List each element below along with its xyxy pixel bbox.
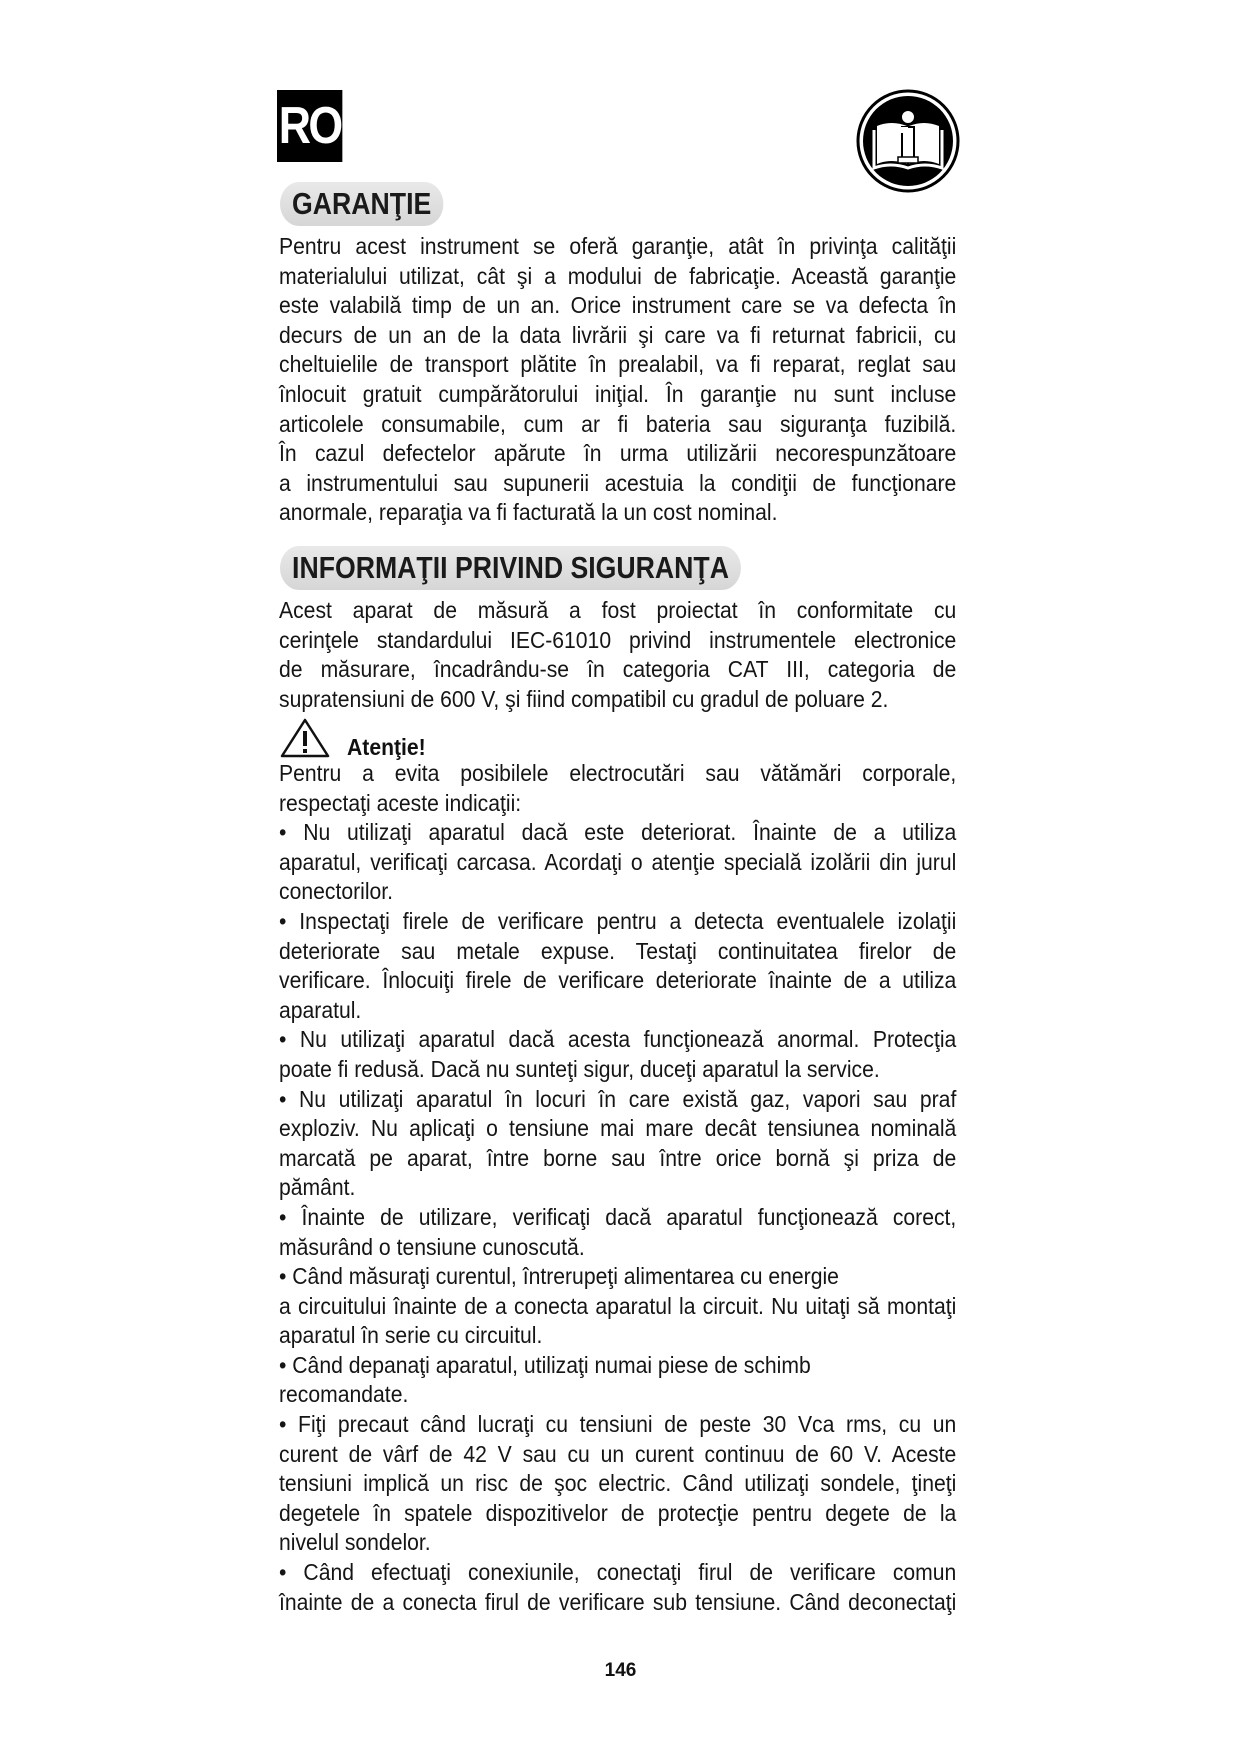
- text-line: recomandate.: [279, 1381, 409, 1408]
- text-line: tensiuni implică un risc de şoc electric. Când utilizaţi sondele, ţineţi: [279, 1470, 957, 1497]
- text-line: decurs de un an de la data livrării şi care va fi returnat fabricii, cu: [279, 321, 957, 348]
- list-item: • Când depanaţi aparatul, utilizaţi numai piese de schimb: [279, 1351, 811, 1378]
- warranty-title: GARANŢIE: [280, 182, 443, 226]
- text-line: Pentru acest instrument se oferă garanţie, atât în privinţa calităţii: [279, 233, 957, 259]
- list-item: • Când măsuraţi curentul, întrerupeţi alimentarea cu energie: [279, 1263, 839, 1290]
- language-badge: RO: [277, 90, 342, 162]
- text-line: articolele consumabile, cum ar fi bateria sau siguranţa fuzibilă.: [279, 410, 957, 437]
- list-item: • Înainte de utilizare, verificaţi dacă aparatul funcţionează corect,: [279, 1203, 957, 1230]
- text-line: degetele în spatele dispozitivelor de protecţie pentru degete de la: [279, 1499, 957, 1526]
- text-line: aparatul în serie cu circuitul.: [279, 1322, 543, 1349]
- text-line: poate fi redusă. Dacă nu sunteţi sigur, duceţi aparatul la service.: [279, 1055, 880, 1082]
- safety-title: INFORMAŢII PRIVIND SIGURANŢA: [280, 546, 741, 590]
- text-line: materialului utilizat, cât şi a modului de fabricaţie. Această garanţie: [279, 262, 957, 289]
- text-line: exploziv. Nu aplicaţi o tensiune mai mare decât tensiunea nominală: [279, 1115, 957, 1142]
- text-line: verificare. Înlocuiţi firele de verificare deteriorate înainte de a utiliza: [279, 967, 957, 994]
- list-item: • Nu utilizaţi aparatul dacă este deteriorat. Înainte de a utiliza: [279, 819, 957, 846]
- text-line: marcată pe aparat, între borne sau între orice bornă şi priza de: [279, 1144, 957, 1171]
- text-line: cheltuielile de transport plătite în prealabil, va fi reparat, reglat sau: [279, 351, 957, 378]
- text-line: cerinţele standardului IEC-61010 privind instrumentele electronice: [279, 626, 957, 653]
- text-line: deteriorate sau metale expuse. Testaţi continuitatea firelor de: [279, 937, 957, 964]
- warranty-text: [279, 232, 957, 528]
- text-line: pământ.: [279, 1174, 356, 1201]
- text-line: nivelul sondelor.: [279, 1529, 431, 1556]
- warning-triangle-icon: [279, 717, 331, 759]
- text-line: respectaţi aceste indicaţii:: [279, 789, 522, 816]
- text-line: a instrumentului sau supunerii acestuia la condiţii de funcţionare: [279, 469, 957, 496]
- text-line: În cazul defectelor apărute în urma utilizării necorespunzătoare: [279, 440, 957, 467]
- read-manual-icon: [855, 88, 961, 194]
- list-item: • Când efectuaţi conexiunile, conectaţi firul de verificare comun: [279, 1559, 957, 1586]
- text-line: aparatul.: [279, 996, 362, 1023]
- text-line: curent de vârf de 42 V sau cu un curent continuu de 60 V. Aceste: [279, 1440, 957, 1467]
- text-line: înainte de a conecta firul de verificare sub tensiune. Când deconectaţi: [279, 1588, 957, 1615]
- text-line: a circuitului înainte de a conecta aparatul la circuit. Nu uitaţi să montaţi: [279, 1292, 957, 1319]
- text-line: înlocuit gratuit cumpărătorului iniţial. În garanţie nu sunt incluse: [279, 380, 957, 407]
- text-line: Acest aparat de măsură a fost proiectat în conformitate cu: [279, 597, 957, 623]
- attention-label: Atenţie!: [347, 734, 426, 760]
- text-line: aparatul, verificaţi carcasa. Acordaţi o atenţie specială izolării din jurul: [279, 848, 957, 875]
- text-line: anormale, reparaţia va fi facturată la un cost nominal.: [279, 499, 778, 526]
- list-item: • Nu utilizaţi aparatul în locuri în care există gaz, vapori sau praf: [279, 1085, 957, 1112]
- attention-heading: [279, 717, 434, 759]
- text-line: Pentru a evita posibilele electrocutări sau vătămări corporale,: [279, 760, 957, 786]
- safety-body-text: [279, 759, 957, 1617]
- list-item: • Nu utilizaţi aparatul dacă acesta funcţionează anormal. Protecţia: [279, 1026, 957, 1053]
- text-line: măsurând o tensiune cunoscută.: [279, 1233, 585, 1260]
- list-item: • Fiţi precaut când lucraţi cu tensiuni de peste 30 Vca rms, cu un: [279, 1411, 957, 1438]
- text-line: conectorilor.: [279, 878, 394, 905]
- page-number: 146: [604, 1660, 637, 1681]
- text-line: este valabilă timp de un an. Orice instrument care se va defecta în: [279, 292, 957, 319]
- list-item: • Inspectaţi firele de verificare pentru a detecta eventualele izolaţii: [279, 907, 957, 934]
- text-line: de măsurare, încadrându-se în categoria CAT III, categoria de: [279, 656, 957, 683]
- text-line: supratensiuni de 600 V, şi fiind compatibil cu gradul de poluare 2.: [279, 685, 889, 712]
- safety-intro-text: [279, 596, 957, 714]
